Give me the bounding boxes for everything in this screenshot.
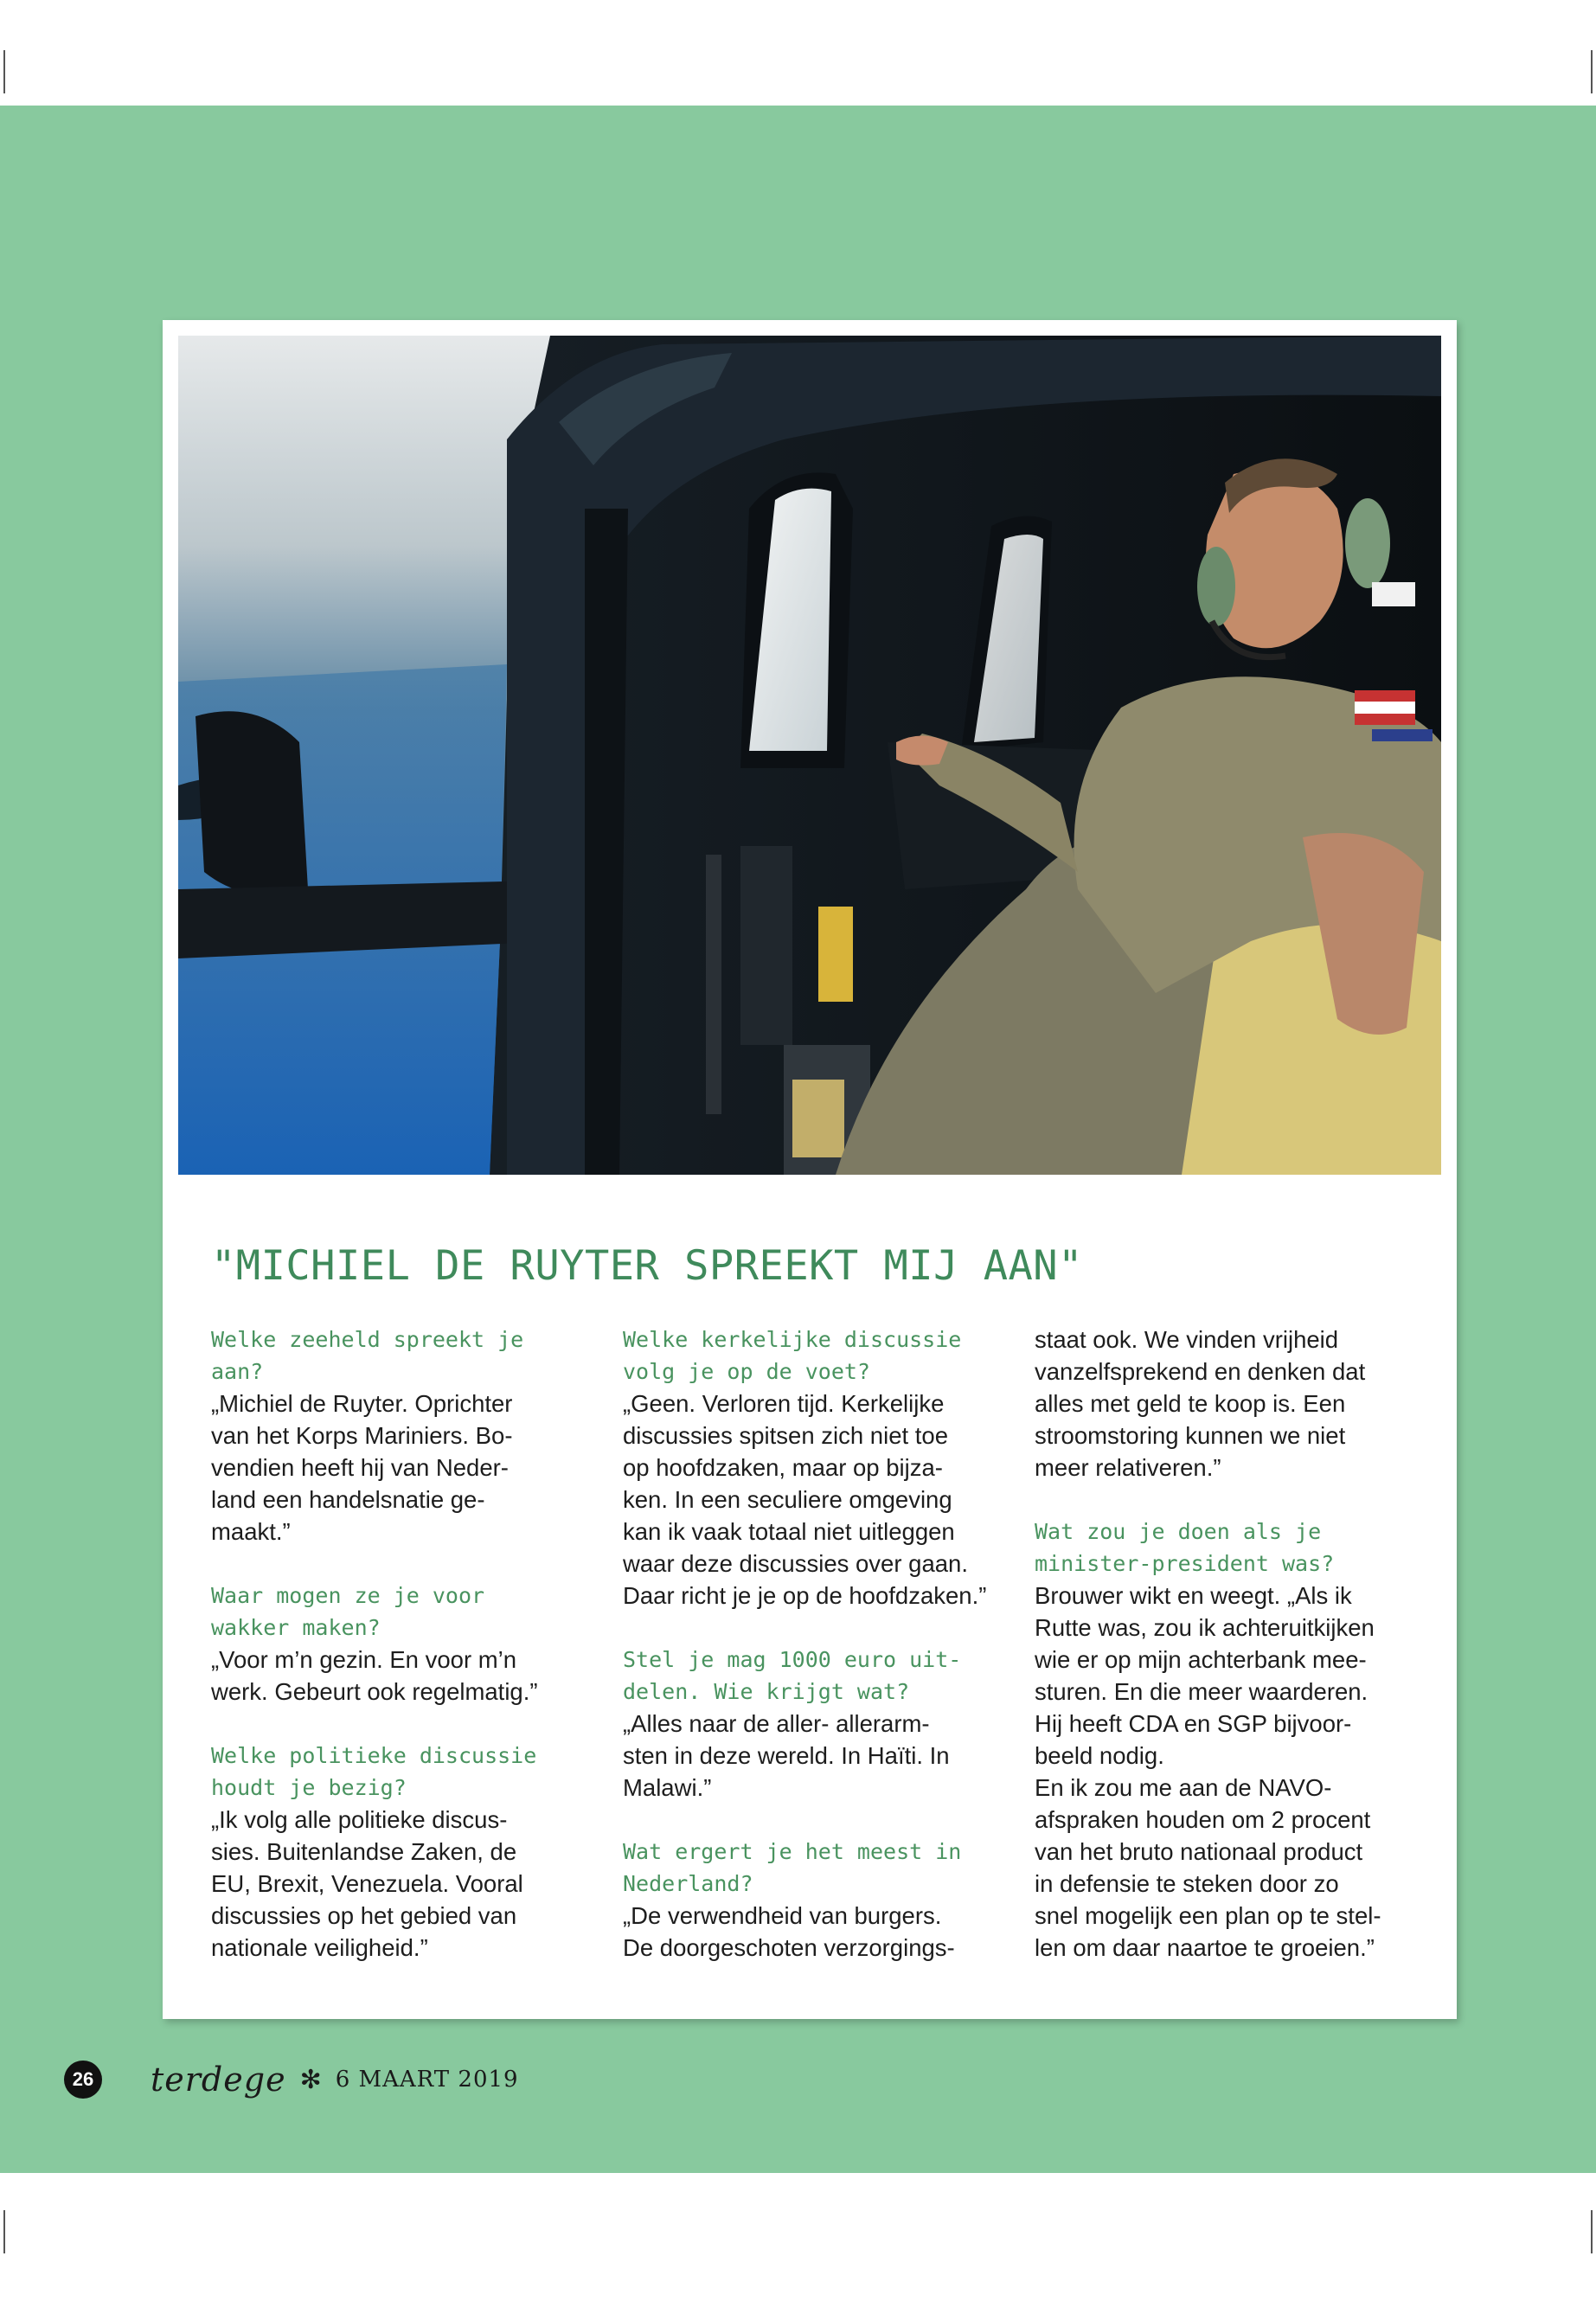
issue-date: 6 MAART 2019: [335, 2067, 519, 2093]
answer-line: van het Korps Mariniers. Bo-: [211, 1422, 513, 1449]
answer-line: Hij heeft CDA en SGP bijvoor-: [1035, 1710, 1352, 1737]
question-line: Welke kerkelijke discussie: [623, 1327, 962, 1352]
qa-block: [211, 1580, 583, 1708]
helicopter-photo-illustration: [178, 336, 1441, 1175]
question: [623, 1644, 995, 1708]
answer-line: sturen. En die meer waarderen.: [1035, 1678, 1368, 1705]
question-line: Waar mogen ze je voor: [211, 1583, 485, 1608]
qa-block: [623, 1324, 995, 1612]
answer: [211, 1804, 583, 1964]
answer-line: EU, Brexit, Venezuela. Vooral: [211, 1870, 523, 1897]
question-line: Welke politieke discussie: [211, 1743, 537, 1768]
answer: [623, 1388, 995, 1612]
answer-line: En ik zou me aan de NAVO-: [1035, 1774, 1332, 1801]
answer-line: vanzelfsprekend en denken dat: [1035, 1358, 1366, 1385]
answer: [211, 1644, 583, 1708]
answer-line: van het bruto nationaal product: [1035, 1838, 1363, 1865]
article-card: [163, 320, 1457, 2019]
answer-line: maakt.”: [211, 1518, 291, 1545]
question-line: houdt je bezig?: [211, 1775, 407, 1800]
question: [623, 1836, 995, 1900]
answer-line: beeld nodig.: [1035, 1742, 1164, 1769]
question-line: Stel je mag 1000 euro uit-: [623, 1647, 962, 1672]
answer-line: sten in deze wereld. In Haïti. In: [623, 1742, 950, 1769]
question-line: volg je op de voet?: [623, 1359, 870, 1384]
answer-line: op hoofdzaken, maar op bijza-: [623, 1454, 943, 1481]
qa-block: [623, 1644, 995, 1804]
qa-block: [1035, 1516, 1407, 1964]
answer: [623, 1708, 995, 1804]
answer-line: sies. Buitenlandse Zaken, de: [211, 1838, 517, 1865]
answer-line: „Michiel de Ruyter. Oprichter: [211, 1390, 513, 1417]
answer-line: „Geen. Verloren tijd. Kerkelijke: [623, 1390, 945, 1417]
crop-mark-top-right: [1591, 50, 1593, 93]
crop-mark-top-left: [3, 50, 5, 93]
text-column-3: [1035, 1324, 1407, 1996]
question: [211, 1580, 583, 1644]
qa-block: [1035, 1324, 1407, 1484]
answer: [211, 1388, 583, 1548]
qa-block: [211, 1740, 583, 1964]
answer-line: Brouwer wikt en weegt. „Als ik: [1035, 1582, 1352, 1609]
question-line: delen. Wie krijgt wat?: [623, 1679, 910, 1704]
answer-line: „De verwendheid van burgers.: [623, 1902, 942, 1929]
question-line: aan?: [211, 1359, 264, 1384]
page-footer: [64, 2061, 519, 2099]
answer-line: alles met geld te koop is. Een: [1035, 1390, 1346, 1417]
question: [211, 1324, 583, 1388]
article-headline: "MICHIEL DE RUYTER SPREEKT MIJ AAN": [211, 1242, 1083, 1290]
answer-line: staat ook. We vinden vrijheid: [1035, 1326, 1339, 1353]
crop-mark-bottom-left: [3, 2210, 5, 2253]
question-line: Wat ergert je het meest in: [623, 1839, 962, 1864]
question-line: Wat zou je doen als je: [1035, 1519, 1322, 1544]
question: [623, 1324, 995, 1388]
answer-line: „Alles naar de aller- allerarm-: [623, 1710, 930, 1737]
answer-line: in defensie te steken door zo: [1035, 1870, 1339, 1897]
answer-line: waar deze discussies over gaan.: [623, 1550, 968, 1577]
answer-line: „Ik volg alle politieke discus-: [211, 1806, 508, 1833]
answer-line: nationale veiligheid.”: [211, 1934, 428, 1961]
crop-mark-bottom-right: [1591, 2210, 1593, 2253]
answer-line: ken. In een seculiere omgeving: [623, 1486, 952, 1513]
helicopter-photo: [178, 336, 1441, 1175]
answer-line: land een handelsnatie ge-: [211, 1486, 485, 1513]
answer-line: vendien heeft hij van Neder-: [211, 1454, 509, 1481]
answer-line: werk. Gebeurt ook regelmatig.”: [211, 1678, 538, 1705]
question-line: wakker maken?: [211, 1615, 381, 1640]
text-column-2: [623, 1324, 995, 1996]
answer-line: wie er op mijn achterbank mee-: [1035, 1646, 1367, 1673]
magazine-brand-logo: terdege: [151, 2061, 286, 2099]
question: [211, 1740, 583, 1804]
qa-block: [623, 1836, 995, 1964]
answer-line: Rutte was, zou ik achteruitkijken: [1035, 1614, 1375, 1641]
question-line: minister-president was?: [1035, 1551, 1335, 1576]
answer-line: Daar richt je je op de hoofdzaken.”: [623, 1582, 987, 1609]
answer-line: discussies op het gebied van: [211, 1902, 517, 1929]
answer: [1035, 1580, 1407, 1964]
answer-line: „Voor m’n gezin. En voor m’n: [211, 1646, 517, 1673]
answer-line: len om daar naartoe te groeien.”: [1035, 1934, 1375, 1961]
answer-line: afspraken houden om 2 procent: [1035, 1806, 1371, 1833]
answer-line: snel mogelijk een plan op te stel-: [1035, 1902, 1381, 1929]
question-line: Nederland?: [623, 1871, 753, 1896]
question: [1035, 1516, 1407, 1580]
page-number-badge: 26: [64, 2061, 102, 2099]
answer-line: Malawi.”: [623, 1774, 712, 1801]
answer-line: stroomstoring kunnen we niet: [1035, 1422, 1346, 1449]
answer-line: meer relativeren.”: [1035, 1454, 1221, 1481]
asterisk-icon: ✻: [299, 2064, 322, 2095]
answer: [623, 1900, 995, 1964]
answer-line: discussies spitsen zich niet toe: [623, 1422, 949, 1449]
answer-line: kan ik vaak totaal niet uitleggen: [623, 1518, 955, 1545]
answer: [1035, 1324, 1407, 1484]
qa-block: [211, 1324, 583, 1548]
answer-line: De doorgeschoten verzorgings-: [623, 1934, 955, 1961]
text-column-1: [211, 1324, 583, 1996]
question-line: Welke zeeheld spreekt je: [211, 1327, 524, 1352]
